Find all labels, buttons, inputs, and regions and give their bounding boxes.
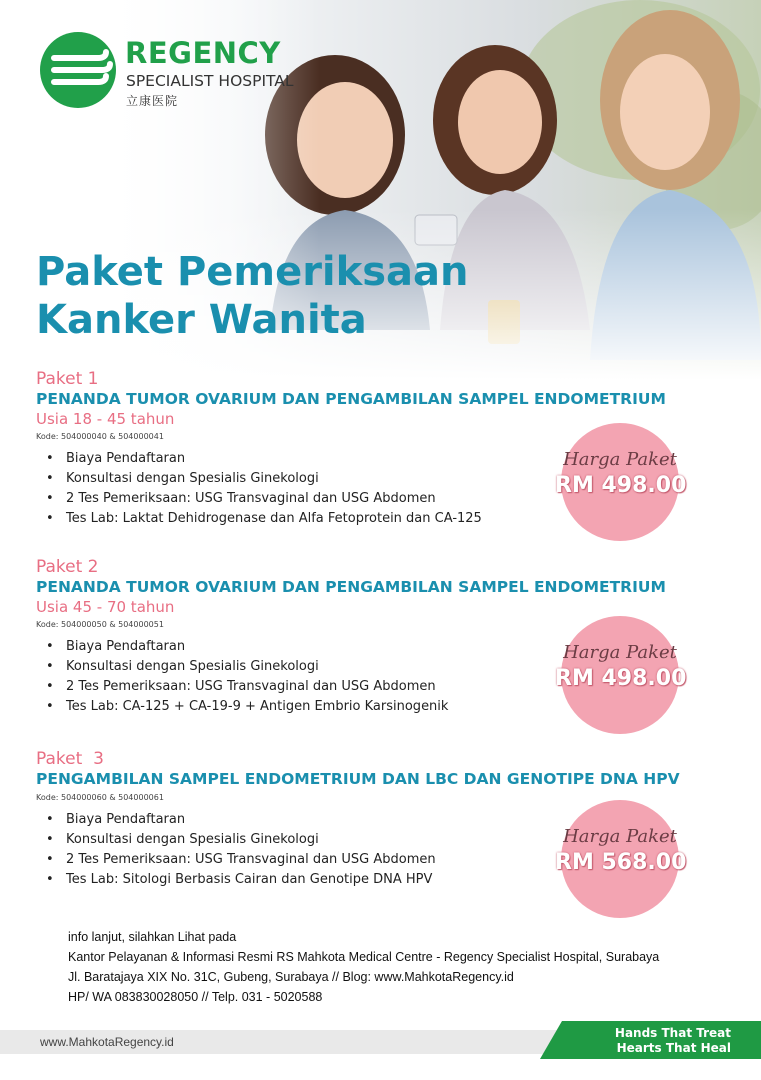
footer-url[interactable]: www.MahkotaRegency.id bbox=[40, 1035, 174, 1049]
list-item: • 2 Tes Pemeriksaan: USG Transvaginal dan USG Abdomen bbox=[46, 677, 736, 697]
list-item: • Biaya Pendaftaran bbox=[46, 810, 736, 830]
package-title: PENANDA TUMOR OVARIUM DAN PENGAMBILAN SAMPEL ENDOMETRIUM bbox=[36, 390, 666, 408]
bullet-icon: • bbox=[46, 471, 54, 486]
list-item: • Konsultasi dengan Spesialis Ginekologi bbox=[46, 469, 736, 489]
list-item: • Tes Lab: Laktat Dehidrogenase dan Alfa Fetoprotein dan CA-125 bbox=[46, 509, 736, 529]
list-item: • Konsultasi dengan Spesialis Ginekologi bbox=[46, 830, 736, 850]
bullet-icon: • bbox=[46, 491, 54, 506]
contact-info bbox=[68, 927, 659, 1007]
title-line-2: Kanker Wanita bbox=[36, 297, 367, 343]
logo-name: REGENCY bbox=[125, 36, 281, 70]
bullet-icon: • bbox=[46, 679, 54, 694]
price-value: RM 568.00 bbox=[555, 850, 687, 875]
package-number: Paket 1 bbox=[36, 369, 99, 389]
list-item: • 2 Tes Pemeriksaan: USG Transvaginal dan USG Abdomen bbox=[46, 489, 736, 509]
price-label: Harga Paket bbox=[563, 826, 677, 847]
bullet-icon: • bbox=[46, 659, 54, 674]
price-badge-3 bbox=[555, 800, 687, 918]
page-title bbox=[36, 248, 469, 344]
tagline-line-1: Hands That Treat bbox=[614, 1026, 731, 1040]
bullet-icon: • bbox=[46, 832, 54, 847]
bullet-icon: • bbox=[46, 699, 54, 714]
tagline bbox=[615, 1026, 731, 1056]
package-code: Kode: 504000050 & 504000051 bbox=[36, 620, 164, 629]
tagline-line-2: Hearts That Heal bbox=[616, 1041, 731, 1055]
price-value: RM 498.00 bbox=[555, 666, 687, 691]
regency-logo-icon bbox=[40, 30, 120, 110]
list-item: • Biaya Pendaftaran bbox=[46, 449, 736, 469]
bullet-icon: • bbox=[46, 451, 54, 466]
info-office: Kantor Pelayanan & Informasi Resmi RS Mahkota Medical Centre - Regency Specialist Hospital, Surabaya bbox=[68, 950, 660, 964]
title-line-1: Paket Pemeriksaan bbox=[36, 249, 469, 295]
list-item: • Tes Lab: Sitologi Berbasis Cairan dan Genotipe DNA HPV bbox=[46, 870, 736, 890]
package-age: Usia 45 - 70 tahun bbox=[36, 598, 175, 616]
bullet-icon: • bbox=[46, 852, 54, 867]
list-item: • Konsultasi dengan Spesialis Ginekologi bbox=[46, 657, 736, 677]
package-number: Paket 3 bbox=[36, 749, 104, 769]
package-age: Usia 18 - 45 tahun bbox=[36, 410, 175, 428]
price-label: Harga Paket bbox=[563, 642, 677, 663]
bullet-icon: • bbox=[46, 872, 54, 887]
info-phone: HP/ WA 083830028050 // Telp. 031 - 5020588 bbox=[68, 990, 323, 1004]
logo-chinese-name: 立康医院 bbox=[126, 94, 179, 108]
list-item: • Tes Lab: CA-125 + CA-19-9 + Antigen Embrio Karsinogenik bbox=[46, 697, 736, 717]
bullet-icon: • bbox=[46, 511, 54, 526]
price-badge-1 bbox=[555, 423, 687, 541]
bullet-icon: • bbox=[46, 639, 54, 654]
info-address: Jl. Baratajaya XIX No. 31C, Gubeng, Surabaya // Blog: www.MahkotaRegency.id bbox=[68, 970, 514, 984]
list-item: • 2 Tes Pemeriksaan: USG Transvaginal dan USG Abdomen bbox=[46, 850, 736, 870]
list-item: • Biaya Pendaftaran bbox=[46, 637, 736, 657]
price-badge-2 bbox=[555, 616, 687, 734]
package-code: Kode: 504000040 & 504000041 bbox=[36, 432, 164, 441]
price-value: RM 498.00 bbox=[555, 473, 687, 498]
logo-subtitle: SPECIALIST HOSPITAL bbox=[126, 72, 294, 90]
bullet-icon: • bbox=[46, 812, 54, 827]
info-intro: info lanjut, silahkan Lihat pada bbox=[68, 930, 237, 944]
package-title: PENANDA TUMOR OVARIUM DAN PENGAMBILAN SAMPEL ENDOMETRIUM bbox=[36, 578, 666, 596]
hospital-logo bbox=[40, 30, 310, 110]
price-label: Harga Paket bbox=[563, 449, 677, 470]
package-number: Paket 2 bbox=[36, 557, 99, 577]
package-title: PENGAMBILAN SAMPEL ENDOMETRIUM DAN LBC DAN GENOTIPE DNA HPV bbox=[36, 770, 680, 788]
package-code: Kode: 504000060 & 504000061 bbox=[36, 793, 164, 802]
